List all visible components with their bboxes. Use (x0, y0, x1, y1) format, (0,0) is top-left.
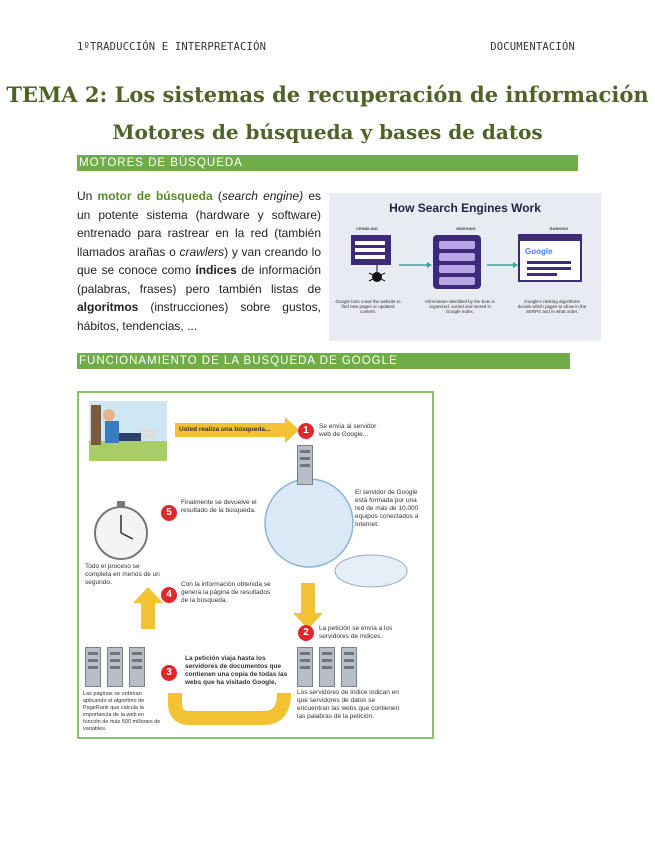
step-number-2: 2 (298, 625, 314, 641)
timer-text: Todo el proceso se completa en menos de un segundo. (85, 563, 160, 586)
pagerank-text: Las páginas se ordenan aplicando el algoritmo de PageRank que calcula la importancia de la web en función de más 500 millones de variables. (83, 691, 161, 732)
search-engines-figure (329, 193, 601, 341)
web-server-icon (297, 445, 313, 485)
caption-indexing: Information identified by the bots is organized, sorted and stored in Google Index. (425, 299, 495, 314)
header-left: 1ºTRADUCCIÓN E INTERPRETACIÓN (77, 41, 267, 53)
network-text: El servidor de Google está formada por una red de más de 10.000 equipos conectados a Internet. (355, 489, 419, 528)
caption-ranking: Google's ranking algorithms decide which pages to show in the SERPS and in what order. (517, 299, 587, 314)
step-number-1: 1 (298, 423, 314, 439)
intro-paragraph: Un motor de búsqueda (search engine) es un potente sistema (hardware y software) entrenado para rastrear en la red (también llamados arañas o crawlers) y van creando lo que se conoce como índices de información (palabras, frases) pero también listas de algoritmos (instrucciones) sobre gustos, hábitos, tendencias, ... (77, 189, 321, 333)
step-number-4: 4 (161, 587, 177, 603)
page-subtitle: Motores de búsqueda y bases de datos (112, 120, 543, 144)
step1-server-text: Se envía al servidor web de Google... (319, 423, 377, 438)
step3-text: La petición viaja hasta los servidores de documentos que contienen una copia de todas las webs que ha visitado Google. (185, 655, 288, 686)
step2-text: La petición se envía a los servidores de índices. (319, 625, 393, 640)
search-engines-illustration (329, 193, 601, 341)
step-number-3: 3 (161, 665, 177, 681)
google-logo: Google (525, 247, 553, 256)
step5-text: Finalmente se devuelve el resultado de la búsqueda. (181, 499, 257, 514)
section-heading-motores: MOTORES DE BÚSQUEDA (77, 155, 578, 171)
google-search-diagram (77, 391, 434, 739)
stage-crawling-label: CRAWLING (356, 226, 378, 231)
step1-label: Usted realiza una búsqueda... (179, 426, 271, 433)
stage-indexing-label: INDEXING (456, 226, 476, 231)
figure-title: How Search Engines Work (389, 201, 541, 215)
section-heading-funcionamiento: FUNCIONAMIENTO DE LA BUSQUEDA DE GOOGLE (77, 353, 570, 369)
caption-crawling: Google bots crawl the website to find new pages or updated content. (335, 299, 401, 314)
doc-server-icon-2 (107, 647, 123, 687)
stage-ranking-label: RANKING (549, 226, 569, 231)
step4-text: Con la información obtenida se genera la página de resultados de la búsqueda. (181, 581, 271, 604)
doc-server-icon-1 (85, 647, 101, 687)
index-server-icon-3 (341, 647, 357, 687)
header-right: DOCUMENTACIÓN (490, 41, 575, 53)
step2-index-text: Los servidores de índice indican en que servidores de datos se encuentran las webs que contienen las palabras de la petición. (297, 689, 400, 720)
term-motor: motor de búsqueda (97, 189, 213, 203)
step-number-5: 5 (161, 505, 177, 521)
doc-server-icon-3 (129, 647, 145, 687)
page-title: TEMA 2: Los sistemas de recuperación de información (6, 82, 649, 107)
index-server-icon-1 (297, 647, 313, 687)
index-server-icon-2 (319, 647, 335, 687)
network-globe-icon (265, 479, 353, 567)
